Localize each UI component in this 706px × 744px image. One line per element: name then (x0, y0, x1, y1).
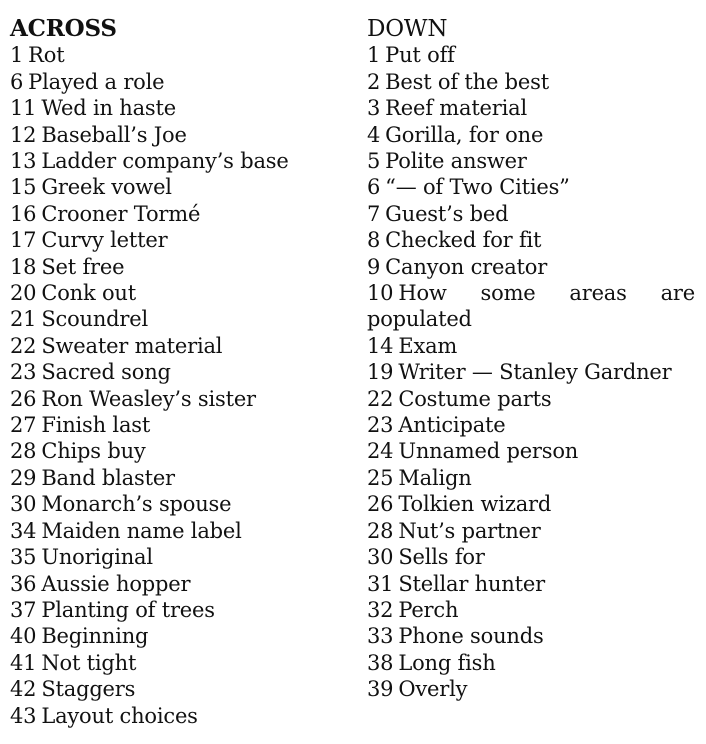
clue-text: Anticipate (398, 413, 506, 438)
clue-text: Aussie hopper (41, 571, 191, 596)
clue-number: 25 (367, 465, 394, 490)
down-clue-4 (367, 122, 695, 148)
across-clue-41 (10, 650, 350, 676)
clue-text: Best of the best (385, 69, 549, 94)
clue-text: Exam (398, 333, 458, 358)
across-clue-37 (10, 597, 350, 623)
across-clue-26 (10, 386, 350, 412)
down-clue-24 (367, 438, 695, 464)
down-clue-2 (367, 69, 695, 95)
clue-text: Ron Weasley’s sister (41, 386, 256, 411)
clue-text: Overly (398, 677, 468, 702)
clue-text: Played a role (28, 69, 165, 94)
clue-text: Monarch’s spouse (41, 492, 232, 517)
clue-number: 5 (367, 149, 381, 174)
clue-text: Sacred song (41, 360, 171, 385)
clue-text: Layout choices (41, 703, 198, 728)
down-clue-38 (367, 650, 695, 676)
clue-text: Costume parts (398, 386, 552, 411)
across-clue-16 (10, 201, 350, 227)
clue-number: 35 (10, 545, 37, 570)
clue-number: 22 (10, 333, 37, 358)
across-clue-11 (10, 95, 350, 121)
down-heading: DOWN (367, 16, 448, 42)
clue-text: Stellar hunter (398, 571, 545, 596)
clue-number: 26 (367, 492, 394, 517)
down-clue-9 (367, 254, 695, 280)
clue-number: 14 (367, 333, 394, 358)
clue-number: 1 (367, 43, 381, 68)
down-clue-30 (367, 544, 695, 570)
clue-text: Conk out (41, 281, 136, 306)
clue-number: 22 (367, 386, 394, 411)
clue-text: Wed in haste (41, 96, 176, 121)
clue-text: Curvy letter (41, 228, 168, 253)
clue-text: Long fish (398, 650, 496, 675)
across-clue-30 (10, 491, 350, 517)
clue-number: 8 (367, 228, 381, 253)
clue-text: Beginning (41, 624, 149, 649)
clue-number: 33 (367, 624, 394, 649)
clue-text: Writer — Stanley Gardner (398, 360, 672, 385)
down-clue-6 (367, 174, 695, 200)
across-clue-17 (10, 227, 350, 253)
clue-number: 19 (367, 360, 394, 385)
clue-number: 3 (367, 96, 381, 121)
clue-number: 28 (367, 518, 394, 543)
clue-number: 29 (10, 465, 37, 490)
down-clue-1 (367, 42, 695, 68)
clue-number: 13 (10, 149, 37, 174)
clue-text: Scoundrel (41, 307, 148, 332)
down-clue-7 (367, 201, 695, 227)
clue-number: 27 (10, 413, 37, 438)
clue-number: 24 (367, 439, 394, 464)
clue-number: 38 (367, 650, 394, 675)
clue-number: 12 (10, 122, 37, 147)
clue-text: Set free (41, 254, 125, 279)
clue-text: Put off (385, 43, 455, 68)
across-clue-6 (10, 69, 350, 95)
clue-text: Band blaster (41, 465, 175, 490)
clue-number: 32 (367, 597, 394, 622)
clue-text: Finish last (41, 413, 151, 438)
clue-number: 40 (10, 624, 37, 649)
clue-text: Ladder company’s base (41, 149, 289, 174)
clue-text: “— of Two Cities” (385, 175, 570, 200)
clue-text: Unnamed person (398, 439, 579, 464)
across-clue-23 (10, 359, 350, 385)
across-clue-18 (10, 254, 350, 280)
clue-text: Guest’s bed (385, 201, 509, 226)
clue-number: 37 (10, 597, 37, 622)
clue-text: Crooner Tormé (41, 201, 201, 226)
clue-number: 23 (10, 360, 37, 385)
across-clue-29 (10, 465, 350, 491)
down-clue-28 (367, 518, 695, 544)
clue-number: 30 (10, 492, 37, 517)
clue-text: Staggers (41, 677, 136, 702)
down-clue-39 (367, 676, 695, 702)
clue-number: 2 (367, 69, 381, 94)
clue-number: 23 (367, 413, 394, 438)
clue-text: How some areas are populated (367, 281, 695, 332)
clue-text: Planting of trees (41, 597, 215, 622)
clue-text: Not tight (41, 650, 137, 675)
across-clue-21 (10, 306, 350, 332)
across-clue-27 (10, 412, 350, 438)
clue-text: Rot (28, 43, 65, 68)
clue-text: Polite answer (385, 149, 527, 174)
clue-number: 7 (367, 201, 381, 226)
across-clue-42 (10, 676, 350, 702)
clue-text: Sweater material (41, 333, 223, 358)
across-heading: ACROSS (10, 15, 117, 42)
clue-text: Greek vowel (41, 175, 172, 200)
across-clue-20 (10, 280, 350, 306)
clue-text: Checked for fit (385, 228, 542, 253)
across-clue-34 (10, 518, 350, 544)
clue-number: 17 (10, 228, 37, 253)
clue-number: 21 (10, 307, 37, 332)
down-clue-5 (367, 148, 695, 174)
clue-number: 4 (367, 122, 381, 147)
clue-text: Perch (398, 597, 459, 622)
clue-number: 26 (10, 386, 37, 411)
down-clue-33 (367, 623, 695, 649)
down-clue-22 (367, 386, 695, 412)
clue-number: 6 (367, 175, 381, 200)
clue-number: 34 (10, 518, 37, 543)
clue-text: Gorilla, for one (385, 122, 544, 147)
across-clue-22 (10, 333, 350, 359)
clue-number: 9 (367, 254, 381, 279)
down-clue-32 (367, 597, 695, 623)
across-clue-43 (10, 703, 350, 729)
across-clue-40 (10, 623, 350, 649)
clue-text: Reef material (385, 96, 527, 121)
down-clue-14 (367, 333, 695, 359)
down-clue-10 (367, 280, 695, 333)
across-clue-12 (10, 122, 350, 148)
clue-text: Sells for (398, 545, 485, 570)
clue-text: Nut’s partner (398, 518, 541, 543)
down-clue-25 (367, 465, 695, 491)
down-clue-list (367, 42, 695, 702)
down-clue-23 (367, 412, 695, 438)
clue-number: 28 (10, 439, 37, 464)
across-clue-1 (10, 42, 350, 68)
down-clue-19 (367, 359, 695, 385)
clue-text: Maiden name label (41, 518, 242, 543)
clue-text: Unoriginal (41, 545, 153, 570)
clue-text: Baseball’s Joe (41, 122, 187, 147)
clue-number: 11 (10, 96, 37, 121)
clue-number: 30 (367, 545, 394, 570)
across-clue-15 (10, 174, 350, 200)
clue-number: 42 (10, 677, 37, 702)
down-clue-3 (367, 95, 695, 121)
clue-number: 20 (10, 281, 37, 306)
across-clue-list (10, 42, 350, 729)
clue-number: 6 (10, 69, 24, 94)
clue-text: Canyon creator (385, 254, 548, 279)
down-column (367, 16, 695, 703)
down-clue-8 (367, 227, 695, 253)
across-clue-13 (10, 148, 350, 174)
clue-number: 36 (10, 571, 37, 596)
down-clue-26 (367, 491, 695, 517)
clue-number: 1 (10, 43, 24, 68)
across-clue-28 (10, 438, 350, 464)
clue-number: 15 (10, 175, 37, 200)
clue-number: 43 (10, 703, 37, 728)
clue-number: 41 (10, 650, 37, 675)
clue-number: 31 (367, 571, 394, 596)
clue-number: 10 (367, 281, 394, 306)
down-clue-31 (367, 571, 695, 597)
clue-text: Chips buy (41, 439, 146, 464)
clue-number: 16 (10, 201, 37, 226)
clue-number: 39 (367, 677, 394, 702)
clue-text: Tolkien wizard (398, 492, 552, 517)
across-clue-36 (10, 571, 350, 597)
clue-number: 18 (10, 254, 37, 279)
clue-text: Malign (398, 465, 472, 490)
clue-text: Phone sounds (398, 624, 544, 649)
across-column (10, 16, 350, 729)
across-clue-35 (10, 544, 350, 570)
